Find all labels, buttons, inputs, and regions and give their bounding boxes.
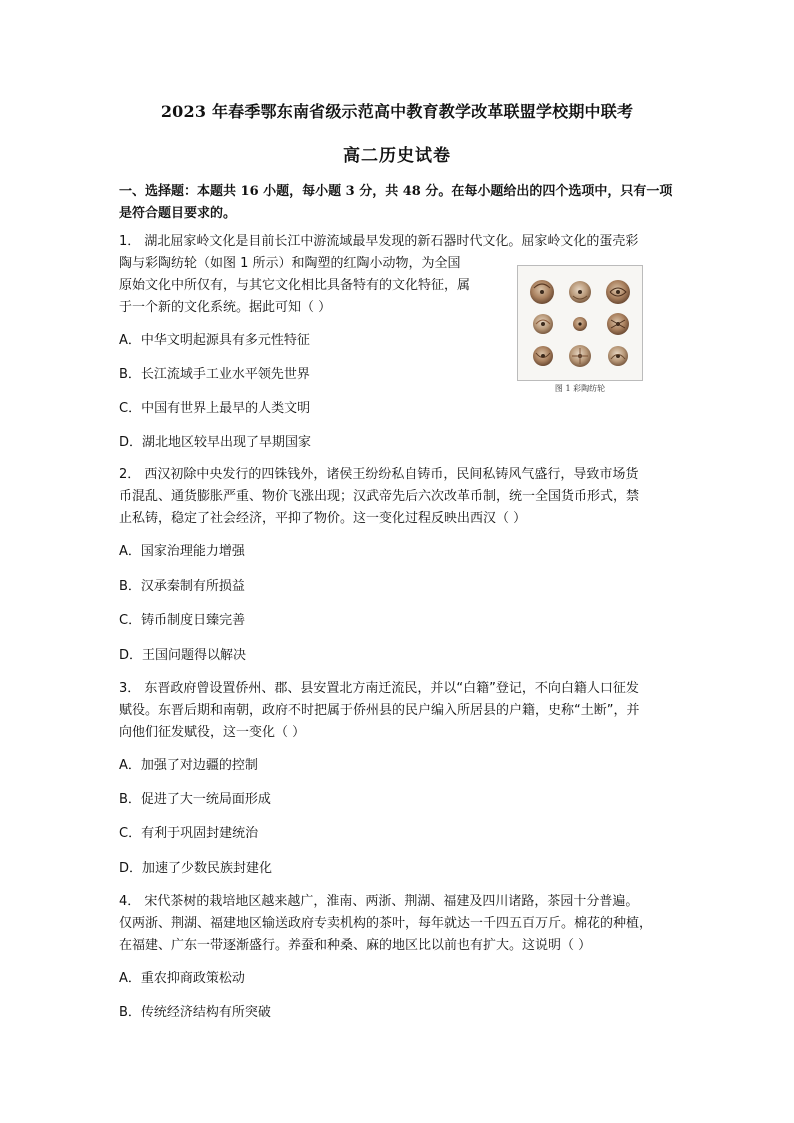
q2-line-2: 币混乱、通货膨胀严重、物价飞涨出现；汉武帝先后六次改革币制，统一全国货币形式，禁 — [119, 489, 640, 504]
q1-option-d: D．湖北地区较早出现了早期国家 — [119, 435, 312, 450]
q3-option-b: B．促进了大一统局面形成 — [119, 792, 271, 807]
q3-line-2: 赋役。东晋后期和南朝，政府不时把属于侨州县的民户编入所居县的户籍，史称“土断”，并 — [119, 703, 640, 718]
q3-line-3: 向他们征发赋役，这一变化（ ） — [119, 725, 306, 740]
q2-line-3: 止私铸，稳定了社会经济，平抑了物价。这一变化过程反映出西汉（ ） — [119, 511, 527, 526]
q3-line-1: 3． 东晋政府曾设置侨州、郡、县安置北方南迁流民，并以“白籍”登记，不向白籍人口征发 — [119, 681, 639, 696]
q1-option-a: A．中华文明起源具有多元性特征 — [119, 333, 310, 348]
q4-line-3: 在福建、广东一带逐渐盛行。养蚕和种桑、麻的地区比以前也有扩大。这说明（ ） — [119, 938, 592, 953]
figure-caption: 图 1 彩陶纺轮 — [554, 384, 606, 393]
q4-line-1: 4． 宋代茶树的栽培地区越来越广，淮南、两浙、荆湖、福建及四川诸路，茶园十分普遍。 — [119, 894, 639, 909]
q3-option-d: D．加速了少数民族封建化 — [119, 861, 273, 876]
q2-option-b: B．汉承秦制有所损益 — [119, 579, 245, 594]
section-header: 一、选择题：本题共 16 小题，每小题 3 分，共 48 分。在每小题给出的四个选项中，只有一项是符合题目要求的。 — [119, 184, 673, 221]
q1-line-4: 于一个新的文化系统。据此可知（ ） — [119, 300, 332, 315]
q1-option-c: C．中国有世界上最早的人类文明 — [119, 401, 311, 416]
q2-option-a: A．国家治理能力增强 — [119, 544, 245, 559]
q1-line-2: 陶与彩陶纺轮（如图 1 所示）和陶塑的红陶小动物，为全国 — [119, 256, 461, 271]
q4-option-a: A．重农抑商政策松动 — [119, 971, 245, 986]
spindle-whorl-image — [518, 266, 642, 380]
exam-title: 2023 年春季鄂东南省级示范高中教育教学改革联盟学校期中联考 — [160, 102, 634, 121]
exam-subtitle: 高二历史试卷 — [343, 146, 451, 166]
q2-option-d: D．王国问题得以解决 — [119, 648, 247, 663]
q1-option-b: B．长江流域手工业水平领先世界 — [119, 367, 310, 382]
q1-line-3: 原始文化中所仅有，与其它文化相比具备特有的文化特征，属 — [119, 278, 471, 293]
whorl-row-1 — [530, 280, 630, 304]
q2-line-1: 2． 西汉初除中央发行的四铢钱外，诸侯王纷纷私自铸币，民间私铸风气盛行，导致市场货 — [119, 467, 639, 482]
spindle-whorl-figure — [517, 265, 643, 381]
q3-option-c: C．有利于巩固封建统治 — [119, 826, 259, 841]
q1-line-1: 1． 湖北屈家岭文化是目前长江中游流域最早发现的新石器时代文化。屈家岭文化的蛋壳彩 — [119, 234, 639, 249]
q4-line-2: 仅两浙、荆湖、福建地区输送政府专卖机构的茶叶，每年就达一千四五百万斤。棉花的种植， — [119, 916, 653, 931]
q3-option-a: A．加强了对边疆的控制 — [119, 758, 258, 773]
q2-option-c: C．铸币制度日臻完善 — [119, 613, 246, 628]
q4-option-b: B．传统经济结构有所突破 — [119, 1005, 271, 1020]
